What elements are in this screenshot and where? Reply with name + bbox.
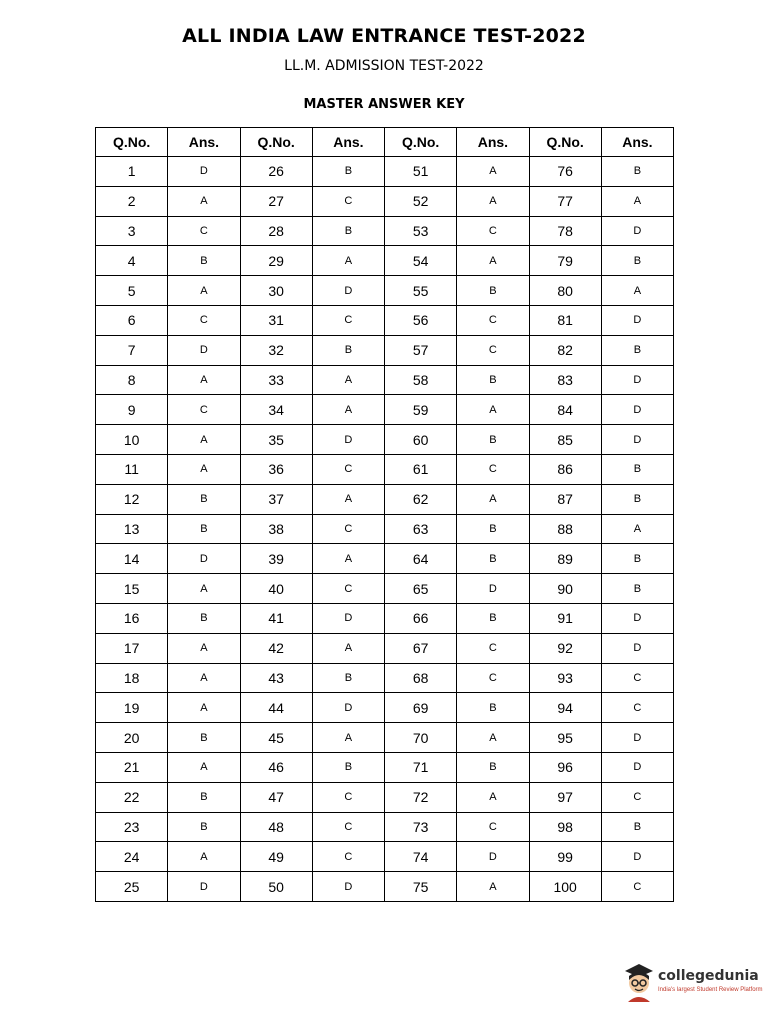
table-row: [96, 454, 674, 484]
question-number-cell: 40: [240, 574, 312, 604]
question-number-cell: 16: [96, 603, 168, 633]
answer-cell: A: [457, 872, 529, 902]
answer-cell: B: [168, 603, 240, 633]
question-number-cell: 100: [529, 872, 601, 902]
table-row: [96, 157, 674, 187]
column-header: Ans.: [457, 128, 529, 157]
question-number-cell: 68: [385, 663, 457, 693]
question-number-cell: 61: [385, 454, 457, 484]
answer-cell: B: [312, 335, 384, 365]
page-subtitle: LL.M. ADMISSION TEST-2022: [284, 58, 484, 74]
question-number-cell: 64: [385, 544, 457, 574]
collegedunia-logo: [622, 962, 762, 1002]
answer-cell: A: [457, 484, 529, 514]
answer-cell: D: [601, 216, 673, 246]
answer-cell: B: [168, 484, 240, 514]
answer-cell: D: [601, 425, 673, 455]
table-row: [96, 633, 674, 663]
question-number-cell: 78: [529, 216, 601, 246]
answer-cell: D: [312, 872, 384, 902]
answer-key-heading: MASTER ANSWER KEY: [303, 97, 465, 112]
column-header: Ans.: [168, 128, 240, 157]
question-number-cell: 80: [529, 276, 601, 306]
answer-cell: D: [601, 752, 673, 782]
answer-cell: A: [312, 395, 384, 425]
question-number-cell: 76: [529, 157, 601, 187]
table-row: [96, 574, 674, 604]
question-number-cell: 18: [96, 663, 168, 693]
answer-cell: B: [457, 514, 529, 544]
question-number-cell: 72: [385, 782, 457, 812]
question-number-cell: 35: [240, 425, 312, 455]
answer-cell: A: [168, 752, 240, 782]
answer-cell: D: [601, 395, 673, 425]
answer-cell: A: [168, 425, 240, 455]
question-number-cell: 90: [529, 574, 601, 604]
answer-cell: A: [601, 276, 673, 306]
answer-cell: A: [168, 454, 240, 484]
logo-tagline: India's largest Student Review Platform: [658, 987, 763, 993]
table-row: [96, 812, 674, 842]
question-number-cell: 33: [240, 365, 312, 395]
answer-cell: A: [312, 246, 384, 276]
answer-cell: B: [601, 484, 673, 514]
column-header: Ans.: [312, 128, 384, 157]
answer-cell: C: [601, 663, 673, 693]
question-number-cell: 85: [529, 425, 601, 455]
question-number-cell: 62: [385, 484, 457, 514]
question-number-cell: 82: [529, 335, 601, 365]
question-number-cell: 12: [96, 484, 168, 514]
answer-cell: A: [312, 633, 384, 663]
page-title: ALL INDIA LAW ENTRANCE TEST-2022: [182, 25, 586, 47]
answer-cell: C: [457, 633, 529, 663]
table-row: [96, 216, 674, 246]
answer-cell: C: [457, 663, 529, 693]
answer-cell: C: [312, 514, 384, 544]
answer-cell: A: [601, 186, 673, 216]
answer-cell: C: [168, 395, 240, 425]
answer-cell: B: [457, 603, 529, 633]
answer-cell: A: [312, 484, 384, 514]
answer-cell: C: [457, 216, 529, 246]
answer-cell: D: [601, 603, 673, 633]
question-number-cell: 17: [96, 633, 168, 663]
question-number-cell: 5: [96, 276, 168, 306]
answer-cell: A: [168, 276, 240, 306]
answer-cell: B: [457, 365, 529, 395]
table-row: [96, 395, 674, 425]
question-number-cell: 58: [385, 365, 457, 395]
answer-cell: B: [601, 574, 673, 604]
question-number-cell: 63: [385, 514, 457, 544]
column-header: Ans.: [601, 128, 673, 157]
answer-cell: A: [457, 186, 529, 216]
table-row: [96, 425, 674, 455]
answer-cell: D: [312, 603, 384, 633]
table-row: [96, 842, 674, 872]
table-row: [96, 305, 674, 335]
answer-cell: D: [601, 365, 673, 395]
table-row: [96, 335, 674, 365]
answer-cell: B: [457, 693, 529, 723]
answer-cell: D: [312, 276, 384, 306]
answer-cell: B: [168, 514, 240, 544]
answer-cell: B: [168, 246, 240, 276]
question-number-cell: 79: [529, 246, 601, 276]
question-number-cell: 60: [385, 425, 457, 455]
column-header: Q.No.: [385, 128, 457, 157]
answer-cell: B: [312, 663, 384, 693]
answer-cell: D: [601, 305, 673, 335]
question-number-cell: 8: [96, 365, 168, 395]
answer-cell: C: [457, 305, 529, 335]
question-number-cell: 42: [240, 633, 312, 663]
answer-cell: B: [601, 454, 673, 484]
question-number-cell: 87: [529, 484, 601, 514]
logo-name: collegedunia: [658, 968, 759, 984]
question-number-cell: 41: [240, 603, 312, 633]
question-number-cell: 81: [529, 305, 601, 335]
answer-cell: A: [168, 633, 240, 663]
table-row: [96, 693, 674, 723]
answer-cell: B: [457, 752, 529, 782]
answer-cell: C: [312, 842, 384, 872]
question-number-cell: 65: [385, 574, 457, 604]
question-number-cell: 84: [529, 395, 601, 425]
answer-cell: B: [312, 157, 384, 187]
answer-cell: D: [601, 842, 673, 872]
answer-cell: A: [168, 574, 240, 604]
question-number-cell: 3: [96, 216, 168, 246]
answer-cell: B: [457, 276, 529, 306]
question-number-cell: 37: [240, 484, 312, 514]
column-header: Q.No.: [240, 128, 312, 157]
question-number-cell: 19: [96, 693, 168, 723]
question-number-cell: 46: [240, 752, 312, 782]
question-number-cell: 86: [529, 454, 601, 484]
question-number-cell: 11: [96, 454, 168, 484]
question-number-cell: 21: [96, 752, 168, 782]
question-number-cell: 93: [529, 663, 601, 693]
answer-cell: C: [601, 782, 673, 812]
question-number-cell: 25: [96, 872, 168, 902]
answer-cell: A: [457, 723, 529, 753]
answer-cell: D: [601, 633, 673, 663]
answer-cell: D: [168, 335, 240, 365]
question-number-cell: 49: [240, 842, 312, 872]
table-row: [96, 365, 674, 395]
answer-cell: C: [168, 216, 240, 246]
answer-cell: C: [312, 186, 384, 216]
question-number-cell: 45: [240, 723, 312, 753]
answer-cell: A: [168, 365, 240, 395]
answer-cell: A: [312, 544, 384, 574]
question-number-cell: 71: [385, 752, 457, 782]
answer-key-table: [95, 127, 674, 902]
table-row: [96, 663, 674, 693]
question-number-cell: 1: [96, 157, 168, 187]
question-number-cell: 51: [385, 157, 457, 187]
table-row: [96, 484, 674, 514]
answer-cell: A: [168, 663, 240, 693]
answer-cell: C: [168, 305, 240, 335]
question-number-cell: 15: [96, 574, 168, 604]
question-number-cell: 26: [240, 157, 312, 187]
table-row: [96, 276, 674, 306]
question-number-cell: 14: [96, 544, 168, 574]
answer-cell: C: [601, 872, 673, 902]
answer-cell: D: [457, 574, 529, 604]
answer-cell: A: [601, 514, 673, 544]
question-number-cell: 24: [96, 842, 168, 872]
answer-cell: C: [457, 454, 529, 484]
answer-cell: A: [457, 157, 529, 187]
answer-cell: D: [168, 544, 240, 574]
question-number-cell: 92: [529, 633, 601, 663]
question-number-cell: 57: [385, 335, 457, 365]
table-row: [96, 723, 674, 753]
answer-cell: B: [601, 812, 673, 842]
answer-cell: C: [312, 782, 384, 812]
answer-cell: A: [457, 782, 529, 812]
question-number-cell: 70: [385, 723, 457, 753]
question-number-cell: 97: [529, 782, 601, 812]
question-number-cell: 32: [240, 335, 312, 365]
student-mascot-icon: [622, 962, 656, 1002]
table-row: [96, 186, 674, 216]
question-number-cell: 48: [240, 812, 312, 842]
table-row: [96, 514, 674, 544]
question-number-cell: 7: [96, 335, 168, 365]
answer-cell: C: [312, 574, 384, 604]
question-number-cell: 74: [385, 842, 457, 872]
answer-cell: B: [168, 782, 240, 812]
question-number-cell: 96: [529, 752, 601, 782]
column-header: Q.No.: [96, 128, 168, 157]
question-number-cell: 23: [96, 812, 168, 842]
answer-cell: C: [312, 305, 384, 335]
question-number-cell: 54: [385, 246, 457, 276]
question-number-cell: 27: [240, 186, 312, 216]
answer-cell: B: [168, 723, 240, 753]
question-number-cell: 95: [529, 723, 601, 753]
question-number-cell: 20: [96, 723, 168, 753]
answer-cell: D: [601, 723, 673, 753]
question-number-cell: 91: [529, 603, 601, 633]
question-number-cell: 98: [529, 812, 601, 842]
question-number-cell: 36: [240, 454, 312, 484]
answer-cell: B: [312, 216, 384, 246]
table-row: [96, 544, 674, 574]
answer-cell: B: [457, 544, 529, 574]
question-number-cell: 29: [240, 246, 312, 276]
question-number-cell: 77: [529, 186, 601, 216]
question-number-cell: 38: [240, 514, 312, 544]
question-number-cell: 55: [385, 276, 457, 306]
table-row: [96, 782, 674, 812]
question-number-cell: 47: [240, 782, 312, 812]
question-number-cell: 56: [385, 305, 457, 335]
answer-cell: C: [312, 454, 384, 484]
answer-cell: A: [457, 246, 529, 276]
question-number-cell: 39: [240, 544, 312, 574]
question-number-cell: 34: [240, 395, 312, 425]
question-number-cell: 28: [240, 216, 312, 246]
answer-cell: D: [312, 693, 384, 723]
answer-cell: B: [601, 335, 673, 365]
column-header: Q.No.: [529, 128, 601, 157]
question-number-cell: 31: [240, 305, 312, 335]
question-number-cell: 94: [529, 693, 601, 723]
question-number-cell: 67: [385, 633, 457, 663]
answer-cell: C: [312, 812, 384, 842]
answer-cell: D: [168, 872, 240, 902]
answer-cell: A: [168, 842, 240, 872]
table-row: [96, 246, 674, 276]
answer-cell: D: [168, 157, 240, 187]
question-number-cell: 9: [96, 395, 168, 425]
answer-cell: C: [457, 335, 529, 365]
question-number-cell: 30: [240, 276, 312, 306]
question-number-cell: 89: [529, 544, 601, 574]
answer-cell: B: [601, 157, 673, 187]
question-number-cell: 75: [385, 872, 457, 902]
answer-cell: D: [457, 842, 529, 872]
question-number-cell: 69: [385, 693, 457, 723]
answer-cell: A: [168, 693, 240, 723]
question-number-cell: 10: [96, 425, 168, 455]
table-row: [96, 872, 674, 902]
answer-cell: B: [601, 246, 673, 276]
answer-cell: C: [601, 693, 673, 723]
question-number-cell: 73: [385, 812, 457, 842]
answer-cell: A: [168, 186, 240, 216]
question-number-cell: 44: [240, 693, 312, 723]
answer-cell: A: [312, 723, 384, 753]
question-number-cell: 83: [529, 365, 601, 395]
answer-cell: D: [312, 425, 384, 455]
question-number-cell: 6: [96, 305, 168, 335]
table-row: [96, 603, 674, 633]
question-number-cell: 99: [529, 842, 601, 872]
answer-cell: B: [312, 752, 384, 782]
answer-cell: B: [601, 544, 673, 574]
question-number-cell: 53: [385, 216, 457, 246]
answer-cell: B: [457, 425, 529, 455]
answer-cell: C: [457, 812, 529, 842]
question-number-cell: 4: [96, 246, 168, 276]
answer-cell: A: [312, 365, 384, 395]
question-number-cell: 59: [385, 395, 457, 425]
table-header-row: [96, 128, 674, 157]
answer-cell: B: [168, 812, 240, 842]
question-number-cell: 88: [529, 514, 601, 544]
answer-cell: A: [457, 395, 529, 425]
question-number-cell: 66: [385, 603, 457, 633]
question-number-cell: 52: [385, 186, 457, 216]
table-row: [96, 752, 674, 782]
question-number-cell: 13: [96, 514, 168, 544]
question-number-cell: 2: [96, 186, 168, 216]
question-number-cell: 50: [240, 872, 312, 902]
question-number-cell: 43: [240, 663, 312, 693]
question-number-cell: 22: [96, 782, 168, 812]
